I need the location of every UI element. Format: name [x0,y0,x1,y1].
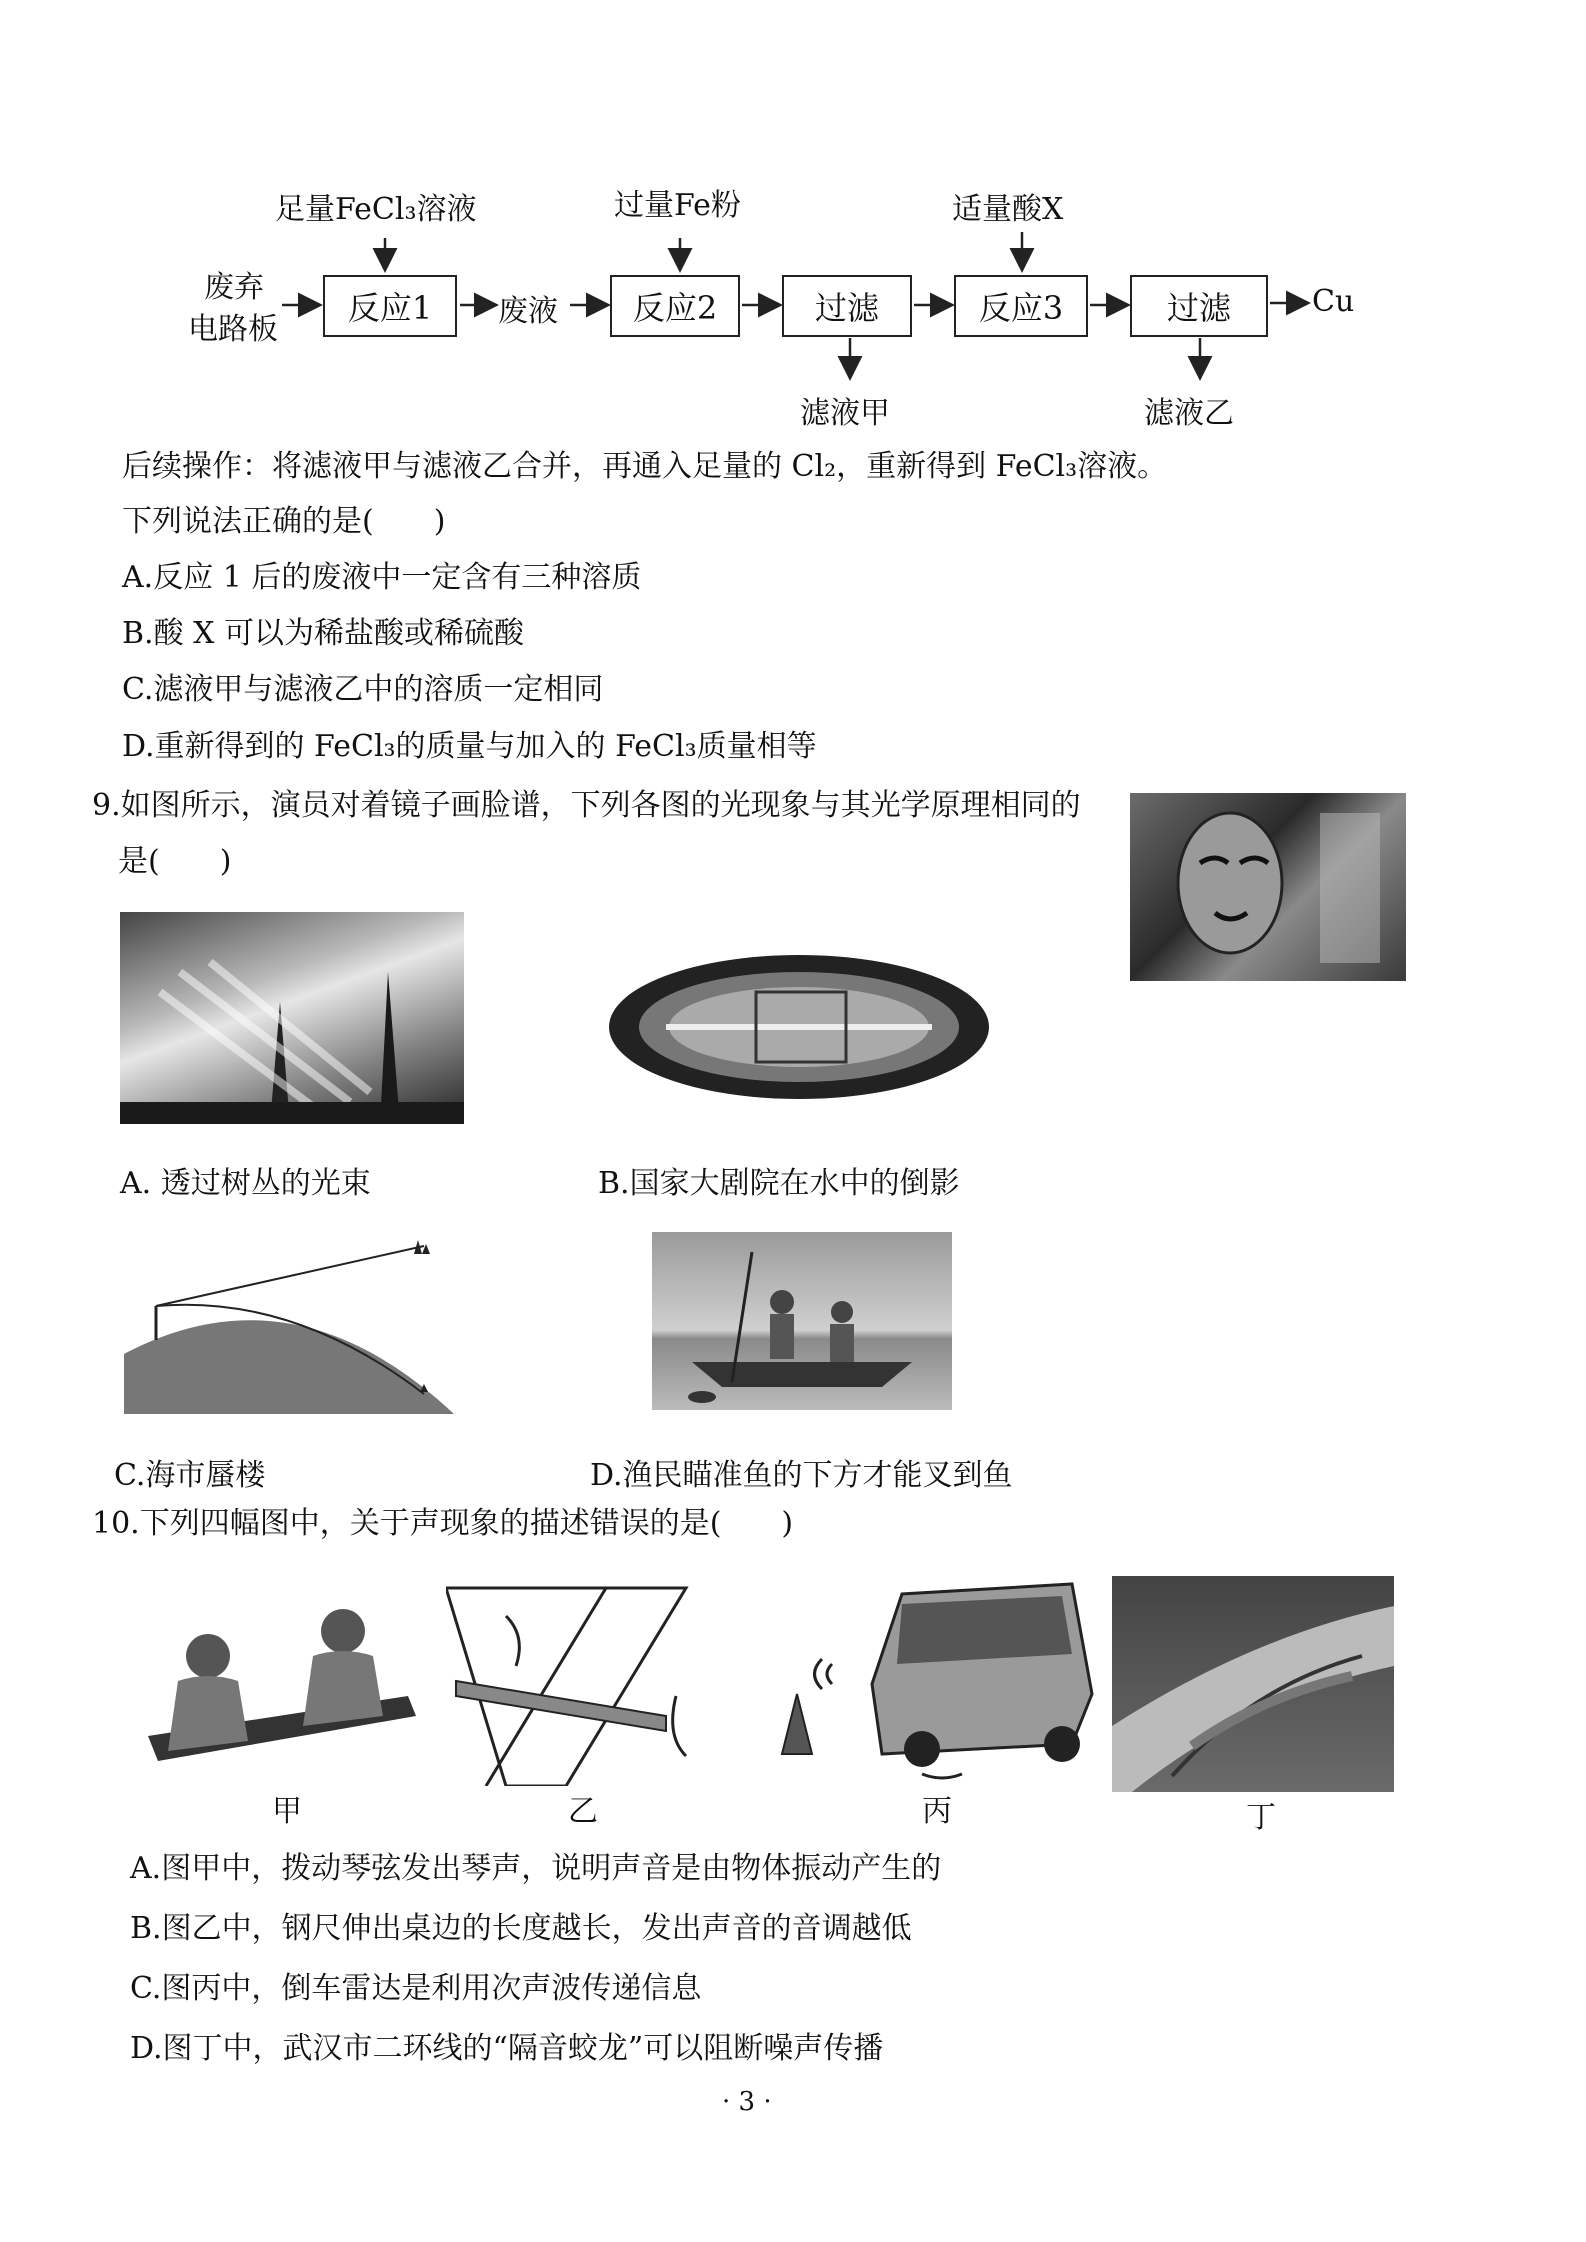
q8-option-b: B.酸 X 可以为稀盐酸或稀硫酸 [122,616,525,651]
reagent-acid-label: 适量酸X [952,192,1064,227]
step-reaction2-box: 反应2 [610,275,740,337]
q9-caption-d: D.渔民瞄准鱼的下方才能叉到鱼 [590,1458,1013,1493]
opera-house-reflection-photo [606,952,992,1102]
filtrate-b-label: 滤液乙 [1144,396,1234,431]
zither-icon [138,1586,420,1776]
mirage-curve-icon [124,1224,456,1414]
q9-prompt-line1: 9.如图所示，演员对着镜子画脸谱，下列各图的光现象与其光学原理相同的 [92,788,1081,823]
q10-option-b: B.图乙中，钢尺伸出桌边的长度越长，发出声音的音调越低 [130,1911,912,1946]
q10-prompt: 10.下列四幅图中，关于声现象的描述错误的是( ) [92,1506,794,1541]
step-filter1-box: 过滤 [782,275,912,337]
barrier-tunnel-icon [1112,1576,1394,1792]
boat-icon [652,1232,952,1410]
q8-option-a: A.反应 1 后的废液中一定含有三种溶质 [122,560,642,595]
q8-prompt: 下列说法正确的是( ) [122,504,446,539]
sound-barrier-photo [1112,1576,1394,1792]
reagent-fecl3-label: 足量FeCl₃溶液 [275,192,477,227]
mirage-diagram [124,1224,456,1414]
steel-ruler-table-photo [446,1576,726,1786]
step-filter2-box: 过滤 [1130,275,1268,337]
q9-caption-a: A. 透过树丛的光束 [120,1166,371,1201]
fisherman-spearing-photo [652,1232,952,1410]
q10-label-jia: 甲 [272,1794,302,1829]
waste-liquid-label: 废液 [498,294,558,329]
q10-label-ding: 丁 [1246,1800,1276,1835]
mask-face-icon [1130,793,1406,981]
opera-mask-mirror-photo [1130,793,1406,981]
q8-followup: 后续操作：将滤液甲与滤液乙合并，再通入足量的 Cl₂，重新得到 FeCl₃溶液。 [122,449,1168,484]
car-reversing-radar-photo [772,1574,1098,1784]
q8-option-c: C.滤液甲与滤液乙中的溶质一定相同 [122,672,604,707]
filtrate-a-label: 滤液甲 [800,396,890,431]
q10-option-a: A.图甲中，拨动琴弦发出琴声，说明声音是由物体振动产生的 [130,1851,942,1886]
step-reaction3-box: 反应3 [954,275,1088,337]
tree-icon [120,912,464,1124]
q10-label-bing: 丙 [922,1794,952,1829]
flow-arrows [0,0,1586,440]
q9-caption-b: B.国家大剧院在水中的倒影 [598,1166,960,1201]
input-label-line2: 电路板 [188,312,278,347]
guzheng-players-photo [138,1586,420,1776]
car-icon [772,1574,1098,1784]
q10-label-yi: 乙 [568,1794,598,1829]
q10-option-d: D.图丁中，武汉市二环线的“隔音蛟龙”可以阻断噪声传播 [130,2031,884,2066]
q9-prompt-line2: 是( ) [118,844,232,879]
light-beams-trees-photo [120,912,464,1124]
step-reaction1-box: 反应1 [323,275,457,337]
q10-option-c: C.图丙中，倒车雷达是利用次声波传递信息 [130,1971,702,2006]
ellipse-building-icon [606,952,992,1102]
q9-caption-c: C.海市蜃楼 [114,1458,266,1493]
ruler-icon [446,1576,726,1786]
q8-option-d: D.重新得到的 FeCl₃的质量与加入的 FeCl₃质量相等 [122,729,817,764]
output-cu-label: Cu [1312,284,1355,319]
reagent-fe-label: 过量Fe粉 [614,188,741,223]
page-number: · 3 · [722,2087,772,2117]
input-label-line1: 废弃 [204,270,264,305]
